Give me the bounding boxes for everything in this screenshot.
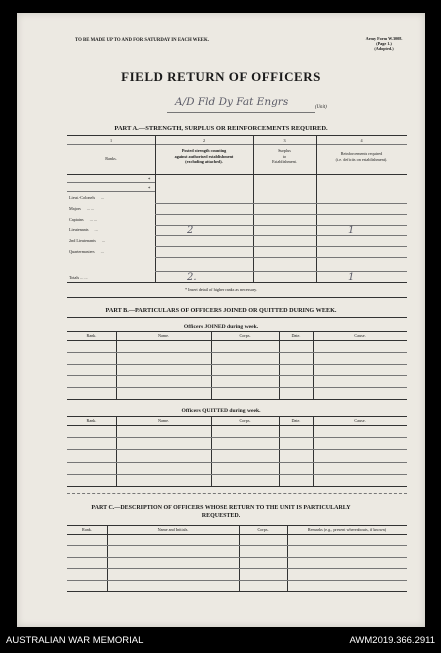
part-a-numbers-rule <box>67 144 407 145</box>
posted-header-line-3: (excluding attached). <box>185 159 223 164</box>
partc-row-rule <box>67 580 407 581</box>
rank-dots: ... ... <box>89 216 97 222</box>
col-header-reinforcements <box>316 151 407 162</box>
partc-col-divider <box>287 525 288 591</box>
reinf-header-line-2: (i.e. deficits on establishment). <box>335 156 388 162</box>
footer-left: AUSTRALIAN WAR MEMORIAL <box>6 635 144 646</box>
quitted-col-divider <box>279 416 280 486</box>
partc-col-header: Name and Initials. <box>157 527 189 532</box>
partc-col-divider <box>239 525 240 591</box>
partc-row-rule <box>67 557 407 558</box>
rank-name: Lieutenants <box>69 227 89 233</box>
quitted-col-header: Corps. <box>239 418 251 423</box>
joined-row-rule <box>67 364 407 365</box>
surplus-header-line-3: Establishment. <box>272 159 297 164</box>
joined-bottom-rule <box>67 399 407 400</box>
unit-handwritten: A/D Fld Dy Fat Engrs <box>175 96 289 108</box>
rank-row-label <box>69 206 94 211</box>
partc-row-rule <box>67 568 407 569</box>
footer-right: AWM2019.366.2911 <box>349 635 435 646</box>
posted-value: 2 <box>187 225 194 237</box>
part-a-top-rule <box>67 135 407 136</box>
quitted-header-rule <box>67 425 407 426</box>
rank-row-rule <box>155 203 407 204</box>
part-a-end-rule <box>67 297 407 298</box>
quitted-top-rule <box>67 416 407 417</box>
part-a-header-rule <box>67 174 407 175</box>
partc-col-divider <box>107 525 108 591</box>
joined-title: Officers JOINED during week. <box>183 324 259 330</box>
col-number-4: 4 <box>360 138 363 143</box>
rank-dots: ... <box>101 238 106 244</box>
form-number-text: Army Form W.3008. <box>365 36 403 41</box>
part-c-title-line-1: PART C.—DESCRIPTION OF OFFICERS WHOSE RETURN TO THE UNIT IS PARTICULARLY <box>91 505 351 511</box>
quitted-title: Officers QUITTED during week. <box>181 408 261 414</box>
joined-col-header: Date. <box>291 333 301 338</box>
joined-header-rule <box>67 340 407 341</box>
rank-name: Majors <box>69 205 81 211</box>
quitted-col-divider <box>211 416 212 486</box>
rank-dots: ... ... <box>86 205 95 211</box>
joined-row-rule <box>67 387 407 388</box>
joined-row-rule <box>67 375 407 376</box>
rank-row-label <box>69 217 97 222</box>
surplus-header-line-1: Surplus <box>278 148 291 153</box>
quitted-col-header: Rank. <box>86 418 97 423</box>
rank-name: Quartermasters <box>69 249 95 254</box>
rank-row-label <box>69 249 104 254</box>
rank-name: Captains <box>69 216 84 222</box>
surplus-header-line-2: to <box>282 153 287 159</box>
rank-dots: ... <box>100 249 104 254</box>
totals-label <box>69 275 88 280</box>
joined-col-header: Name. <box>157 333 170 338</box>
unit-label: (Unit) <box>315 105 327 110</box>
quitted-row-rule <box>67 449 407 450</box>
rank-name: 2nd Lieutenants <box>69 238 96 244</box>
col-header-surplus <box>253 148 316 165</box>
rank-name: Lieut.-Colonels <box>69 195 96 200</box>
star-row-line-2 <box>67 191 155 192</box>
part-c-title-line-2: REQUESTED. <box>201 512 241 519</box>
totals-reinf-value: 1 <box>348 272 355 283</box>
joined-row-rule <box>67 352 407 353</box>
part-c-fold-line <box>67 493 407 494</box>
totals-dots: ... ... <box>80 275 88 280</box>
unit-underline <box>167 112 315 113</box>
rank-row-rule <box>155 246 407 247</box>
footer-bar <box>0 627 441 653</box>
rank-row-label <box>69 227 98 232</box>
star-marker-2: * <box>148 187 151 192</box>
posted-header-line-1: Posted strength counting <box>181 148 227 153</box>
col-number-3: 3 <box>283 138 286 143</box>
col-number-1: 1 <box>109 138 113 143</box>
header-instruction: TO BE MADE UP TO AND FOR SATURDAY IN EACH WEEK. <box>75 38 209 43</box>
rank-dots: ... <box>101 195 105 200</box>
reinf-value: 1 <box>348 225 355 237</box>
part-c-title <box>17 505 425 520</box>
partc-bottom-rule <box>67 591 407 592</box>
part-a-footnote: * Insert detail of higher ranks as necessary. <box>184 287 258 292</box>
quitted-row-rule <box>67 474 407 475</box>
rank-dots: ... <box>94 227 98 233</box>
partc-header-rule <box>67 534 407 535</box>
partc-col-header: Rank. <box>82 527 92 532</box>
joined-col-header: Corps. <box>239 333 251 338</box>
posted-header-line-2: against authorised establishment <box>174 153 234 159</box>
partc-row-rule <box>67 545 407 546</box>
part-b-title: PART B.—PARTICULARS OF OFFICERS JOINED OR QUITTED DURING WEEK. <box>105 307 337 314</box>
star-row-line-1 <box>67 182 155 183</box>
rank-row-label <box>69 195 104 200</box>
form-number <box>354 36 414 51</box>
quitted-col-header: Date. <box>291 418 301 423</box>
col-number-2: 2 <box>202 138 206 143</box>
partc-top-rule <box>67 525 407 526</box>
part-a-bottom-rule <box>67 282 407 283</box>
quitted-bottom-rule <box>67 486 407 487</box>
part-a-title: PART A.—STRENGTH, SURPLUS OR REINFORCEMENTS REQUIRED. <box>114 125 328 132</box>
totals-posted-value: 2. <box>187 272 197 283</box>
rank-row-label <box>69 238 105 243</box>
quitted-col-divider <box>116 416 117 486</box>
reinf-header-line-1: Reinforcements required <box>340 151 383 156</box>
joined-col-divider <box>313 331 314 399</box>
quitted-col-header: Name. <box>157 418 170 423</box>
joined-col-divider <box>211 331 212 399</box>
joined-col-divider <box>116 331 117 399</box>
joined-col-header: Rank. <box>86 333 97 338</box>
rank-row-rule <box>155 257 407 258</box>
quitted-row-rule <box>67 462 407 463</box>
col-header-ranks: Ranks. <box>105 156 117 161</box>
quitted-col-header: Cause. <box>354 418 366 423</box>
form-adopted-text: (Adopted.) <box>374 46 394 51</box>
form-sheet <box>17 13 425 627</box>
col-header-posted <box>155 148 253 165</box>
joined-col-header: Cause. <box>354 333 366 338</box>
rank-row-rule <box>155 214 407 215</box>
partc-col-header: Corps. <box>257 527 269 532</box>
form-page-text: (Page 1.) <box>376 41 392 46</box>
star-marker-1: * <box>148 178 151 183</box>
part-b-top-rule <box>67 317 407 318</box>
quitted-row-rule <box>67 437 407 438</box>
form-title: FIELD RETURN OF OFFICERS <box>121 69 321 84</box>
joined-top-rule <box>67 331 407 332</box>
totals-label-text: Totals <box>69 275 80 280</box>
partc-col-header: Remarks (e.g., present whereabouts, if known) <box>307 527 387 532</box>
joined-col-divider <box>279 331 280 399</box>
quitted-col-divider <box>313 416 314 486</box>
